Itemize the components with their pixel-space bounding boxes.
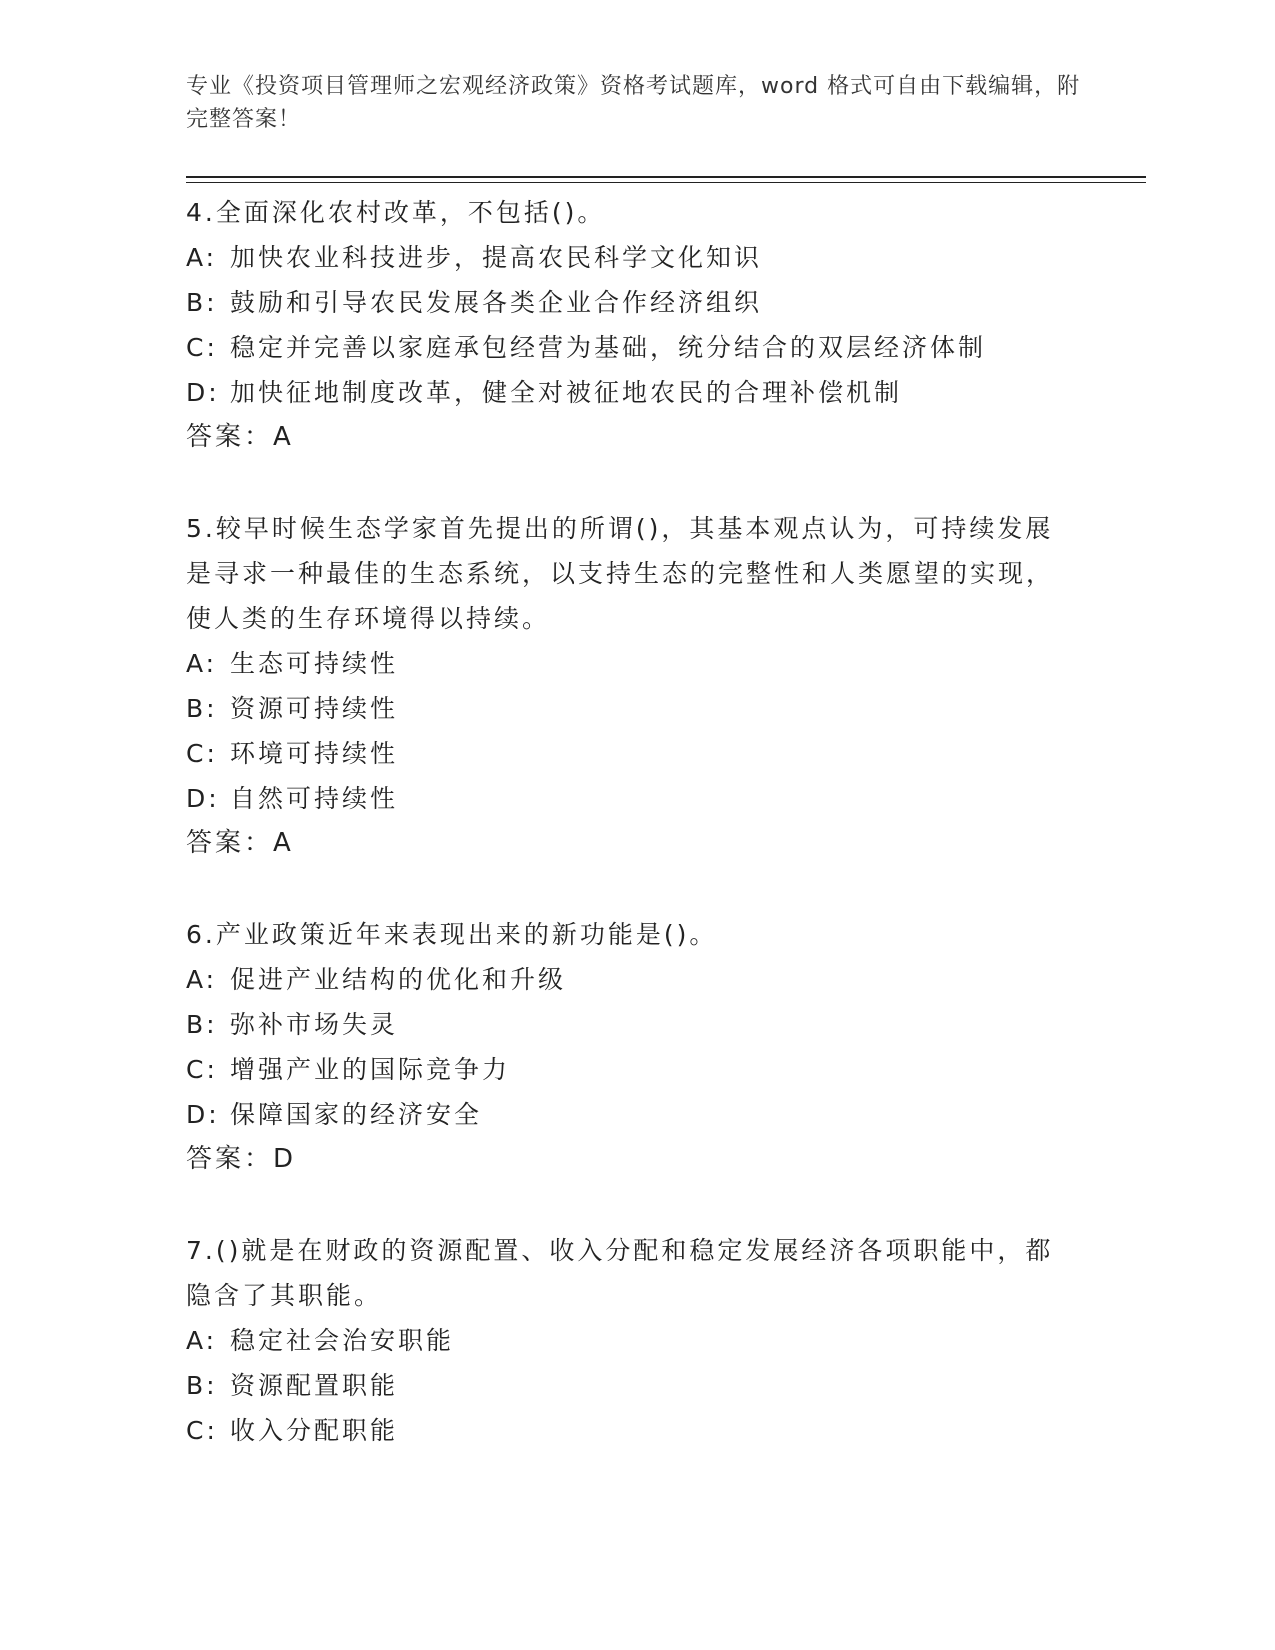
option-text: 增强产业的国际竞争力 (230, 1055, 511, 1084)
option-d (186, 1092, 1066, 1137)
option-b (186, 280, 1066, 325)
option-key: D: (186, 378, 220, 407)
option-text: 促进产业结构的优化和升级 (230, 965, 567, 994)
option-key: C: (186, 333, 218, 362)
option-text: 资源配置职能 (230, 1371, 399, 1400)
option-c (186, 1047, 1066, 1092)
option-key: B: (186, 694, 218, 723)
option-key: B: (186, 1371, 218, 1400)
option-key: A: (186, 243, 218, 272)
option-a (186, 641, 1066, 686)
option-d (186, 776, 1066, 821)
option-key: B: (186, 1010, 218, 1039)
option-text: 自然可持续性 (230, 784, 399, 813)
option-key: A: (186, 1326, 218, 1355)
option-key: A: (186, 965, 218, 994)
option-c (186, 325, 1066, 370)
option-b (186, 1363, 1066, 1408)
option-a (186, 235, 1066, 280)
option-key: B: (186, 288, 218, 317)
question-7 (186, 1228, 1066, 1453)
option-text: 稳定社会治安职能 (230, 1326, 455, 1355)
option-text: 保障国家的经济安全 (230, 1100, 483, 1129)
option-text: 鼓励和引导农民发展各类企业合作经济组织 (230, 288, 763, 317)
option-text: 加快农业科技进步，提高农民科学文化知识 (230, 243, 763, 272)
header-divider (186, 176, 1146, 183)
option-b (186, 686, 1066, 731)
option-key: D: (186, 784, 220, 813)
option-text: 加快征地制度改革，健全对被征地农民的合理补偿机制 (230, 378, 903, 407)
option-key: C: (186, 739, 218, 768)
option-a (186, 957, 1066, 1002)
option-a (186, 1318, 1066, 1363)
option-text: 弥补市场失灵 (230, 1010, 399, 1039)
question-text: 7.()就是在财政的资源配置、收入分配和稳定发展经济各项职能中，都隐含了其职能。 (186, 1236, 1054, 1310)
answer-line: 答案：A (186, 828, 294, 858)
option-c (186, 1408, 1066, 1453)
question-text: 4.全面深化农村改革，不包括()。 (186, 198, 606, 227)
option-key: A: (186, 649, 218, 678)
option-text: 收入分配职能 (230, 1416, 399, 1445)
option-b (186, 1002, 1066, 1047)
option-text: 资源可持续性 (230, 694, 399, 723)
option-text: 生态可持续性 (230, 649, 399, 678)
page-header (186, 70, 1086, 136)
header-text: 专业《投资项目管理师之宏观经济政策》资格考试题库，word 格式可自由下载编辑，附完整答案！ (186, 74, 1081, 132)
question-text: 6.产业政策近年来表现出来的新功能是()。 (186, 920, 718, 949)
option-key: C: (186, 1416, 218, 1445)
answer-line: 答案：A (186, 422, 294, 452)
option-key: C: (186, 1055, 218, 1084)
question-5 (186, 506, 1066, 866)
question-4 (186, 190, 1066, 460)
question-text: 5.较早时候生态学家首先提出的所谓()，其基本观点认为，可持续发展是寻求一种最佳的生态系统，以支持生态的完整性和人类愿望的实现，使人类的生存环境得以持续。 (186, 514, 1055, 633)
option-text: 稳定并完善以家庭承包经营为基础，统分结合的双层经济体制 (230, 333, 987, 362)
option-c (186, 731, 1066, 776)
option-key: D: (186, 1100, 220, 1129)
answer-line: 答案：D (186, 1144, 297, 1174)
option-d (186, 370, 1066, 415)
question-6 (186, 912, 1066, 1182)
question-list (186, 190, 1066, 1499)
option-text: 环境可持续性 (230, 739, 399, 768)
